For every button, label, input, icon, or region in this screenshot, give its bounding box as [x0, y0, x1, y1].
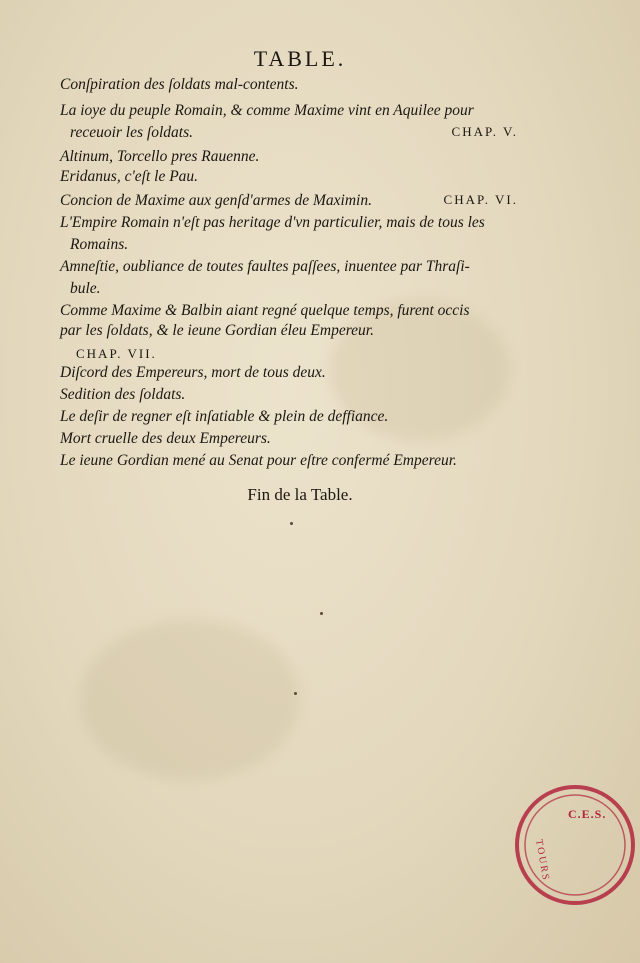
toc-entry: Diſcord des Empereurs, mort de tous deux. [60, 364, 326, 381]
stamp-side-text: TOURS [533, 838, 552, 883]
chapter-label: CHAP. V. [451, 124, 518, 139]
toc-entry: La ioye du peuple Romain, & comme Maxime vint en Aquilee pour [60, 102, 474, 119]
toc-entry: Concion de Maxime aux genſd'armes de Maximin. [60, 192, 372, 209]
toc-entry: receuoir les ſoldats. [70, 124, 193, 141]
toc-entry: Conſpiration des ſoldats mal-contents. [60, 76, 299, 93]
chapter-label: CHAP. VI. [443, 192, 518, 207]
toc-entry: Eridanus, c'eſt le Pau. [60, 168, 199, 185]
page-heading: TABLE. [253, 46, 347, 71]
toc-entry: Amneſtie, oubliance de toutes faultes paſſees, inuentee par Thraſi- [60, 258, 470, 275]
toc-entry: Sedition des ſoldats. [60, 386, 186, 403]
toc-entry: par les ſoldats, & le ieune Gordian éleu Empereur. [60, 322, 374, 339]
chapter-label: CHAP. VII. [76, 346, 157, 361]
paper-stain [80, 620, 300, 780]
toc-entry: Romains. [70, 236, 129, 253]
ink-speck [320, 612, 323, 615]
toc-entry: bule. [70, 280, 101, 297]
library-stamp [510, 780, 640, 910]
stamp-top-text: C.E.S. [568, 807, 607, 821]
toc-entry: Le ieune Gordian mené au Senat pour eſtre confermé Empereur. [60, 452, 457, 469]
toc-entry: L'Empire Romain n'eſt pas heritage d'vn particulier, mais de tous les [60, 214, 485, 231]
toc-entry: Le deſir de regner eſt inſatiable & plein de deffiance. [60, 408, 389, 425]
ink-speck [294, 692, 297, 695]
ink-speck [290, 522, 293, 525]
toc-entry: Mort cruelle des deux Empereurs. [60, 430, 271, 447]
toc-entry: Altinum, Torcello pres Rauenne. [60, 148, 260, 165]
toc-entry: Comme Maxime & Balbin aiant regné quelque temps, furent occis [60, 302, 470, 319]
closing-line: Fin de la Table. [247, 485, 353, 504]
